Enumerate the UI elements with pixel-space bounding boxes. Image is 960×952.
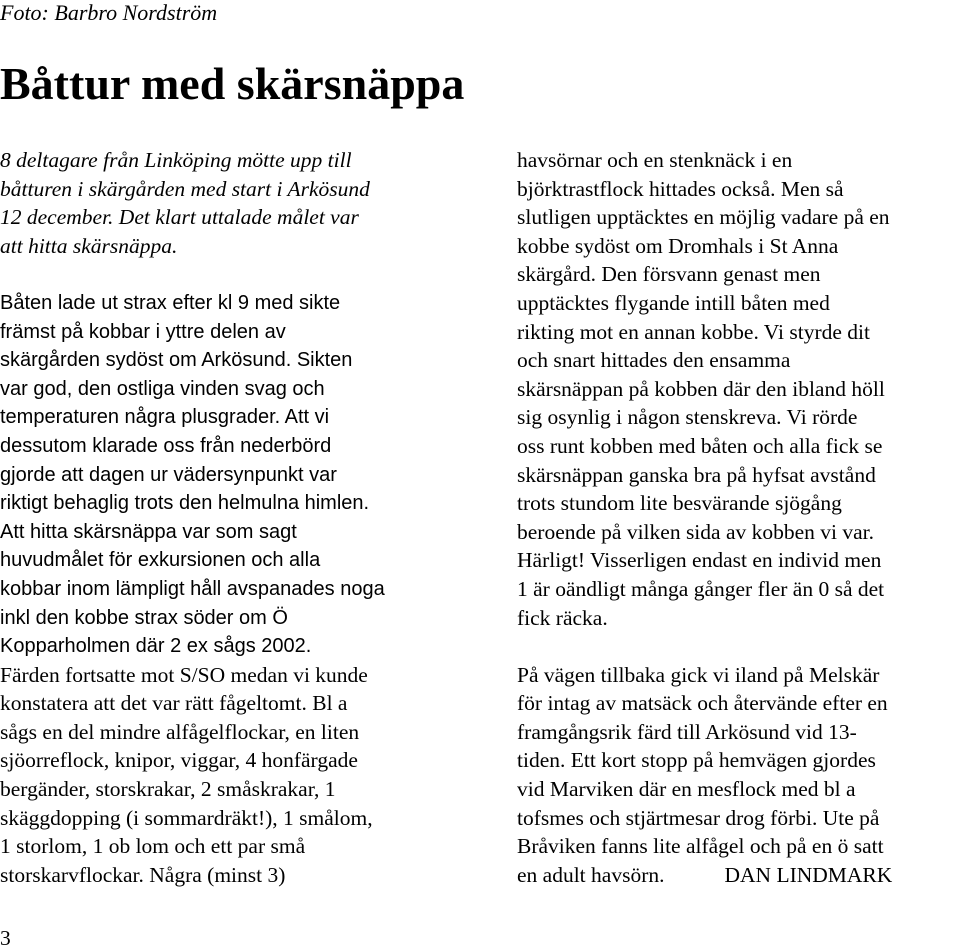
body-line: rikting mot en annan kobbe. Vi styrde dit (517, 319, 871, 344)
body-line: tofsmes och stjärtmesar drog förbi. Ute på (517, 805, 880, 830)
body-line: vid Marviken där en mesflock med bl a (517, 777, 856, 802)
body-line: temperaturen några plusgrader. Att vi (0, 406, 330, 429)
body-line: oss runt kobben med båten och alla fick se (517, 433, 883, 458)
body-line: skärsnäppan ganska bra på hyfsat avstånd (517, 462, 876, 487)
body-line: främst på kobbar i yttre delen av (0, 320, 286, 343)
body-line: skäggdopping (i sommardräkt!), 1 smålom, (0, 805, 373, 830)
body-line: dessutom klarade oss från nederbörd (0, 434, 332, 457)
body-line: tiden. Ett kort stopp på hemvägen gjordes (517, 748, 876, 773)
body-line: konstatera att det var rätt fågeltomt. Bl a (0, 691, 348, 716)
body-line: Färden fortsatte mot S/SO medan vi kunde (0, 662, 368, 687)
photo-credit: Foto: Barbro Nordström (0, 0, 218, 25)
body-paragraph-right-1 (517, 146, 960, 632)
body-line: var god, den ostliga vinden svag och (0, 377, 325, 400)
body-line: för intag av matsäck och återvände efter en (517, 691, 888, 716)
closing-text: en adult havsörn. (517, 862, 665, 887)
body-line: beroende på vilken sida av kobben vi var. (517, 519, 875, 544)
body-line: Att hitta skärsnäppa var som sagt (0, 520, 297, 543)
closing-line (517, 861, 960, 890)
body-line: skärgård. Den försvann genast men (517, 262, 821, 287)
body-line: Härligt! Visserligen endast en individ men (517, 548, 882, 573)
body-line: kobbar inom lämpligt håll avspanades noga (0, 577, 385, 600)
intro-line: båtturen i skärgården med start i Arkösund (0, 176, 370, 201)
body-paragraph-right-2 (517, 661, 960, 890)
body-line: huvudmålet för exkursionen och alla (0, 549, 321, 572)
body-line: framgångsrik färd till Arkösund vid 13- (517, 719, 857, 744)
left-column (0, 146, 500, 889)
right-column (517, 146, 960, 889)
paragraph-gap (517, 632, 960, 661)
body-line: kobbe sydöst om Dromhals i St Anna (517, 233, 839, 258)
intro-line: 12 december. Det klart uttalade målet var (0, 205, 359, 230)
body-line: storskarvflockar. Några (minst 3) (0, 862, 286, 887)
body-line: skärgården sydöst om Arkösund. Sikten (0, 349, 353, 372)
body-line: Båten lade ut strax efter kl 9 med sikte (0, 291, 341, 314)
body-line: trots stundom lite besvärande sjögång (517, 491, 842, 516)
intro-paragraph (0, 146, 500, 260)
body-line: bergänder, storskrakar, 2 småskrakar, 1 (0, 777, 336, 802)
body-line: 1 storlom, 1 ob lom och ett par små (0, 834, 306, 859)
body-line: och snart hittades den ensamma (517, 348, 791, 373)
body-line: På vägen tillbaka gick vi iland på Melskär (517, 662, 880, 687)
body-line: gjorde att dagen ur vädersynpunkt var (0, 463, 337, 486)
body-line: Bråviken fanns lite alfågel och på en ö satt (517, 834, 884, 859)
body-line: havsörnar och en stenknäck i en (517, 148, 793, 172)
body-line: 1 är oändligt många gånger fler än 0 så det (517, 576, 885, 601)
body-line: Kopparholmen där 2 ex sågs 2002. (0, 635, 312, 658)
body-line: sig osynlig i någon stenskreva. Vi rörde (517, 405, 858, 430)
intro-line: att hitta skärsnäppa. (0, 233, 178, 258)
page-number: 3 (0, 926, 11, 950)
body-line: inkl den kobbe strax söder om Ö (0, 606, 288, 629)
body-line: sågs en del mindre alfågelflockar, en liten (0, 719, 360, 744)
body-line: skärsnäppan på kobben där den ibland höll (517, 376, 885, 401)
author-signature: DAN LINDMARK (724, 862, 893, 887)
body-line: upptäcktes flygande intill båten med (517, 290, 830, 315)
body-line: sjöorreflock, knipor, viggar, 4 honfärgade (0, 748, 358, 773)
intro-line: 8 deltagare från Linköping mötte upp till (0, 148, 352, 172)
body-paragraph-left (0, 289, 500, 889)
body-line: slutligen upptäcktes en möjlig vadare på en (517, 205, 890, 230)
body-line: riktigt behaglig trots den helmulna himlen. (0, 492, 370, 515)
article-headline: Båttur med skärsnäppa (0, 58, 465, 109)
body-line: björktrastflock hittades också. Men så (517, 176, 844, 201)
body-line: fick räcka. (517, 605, 608, 630)
